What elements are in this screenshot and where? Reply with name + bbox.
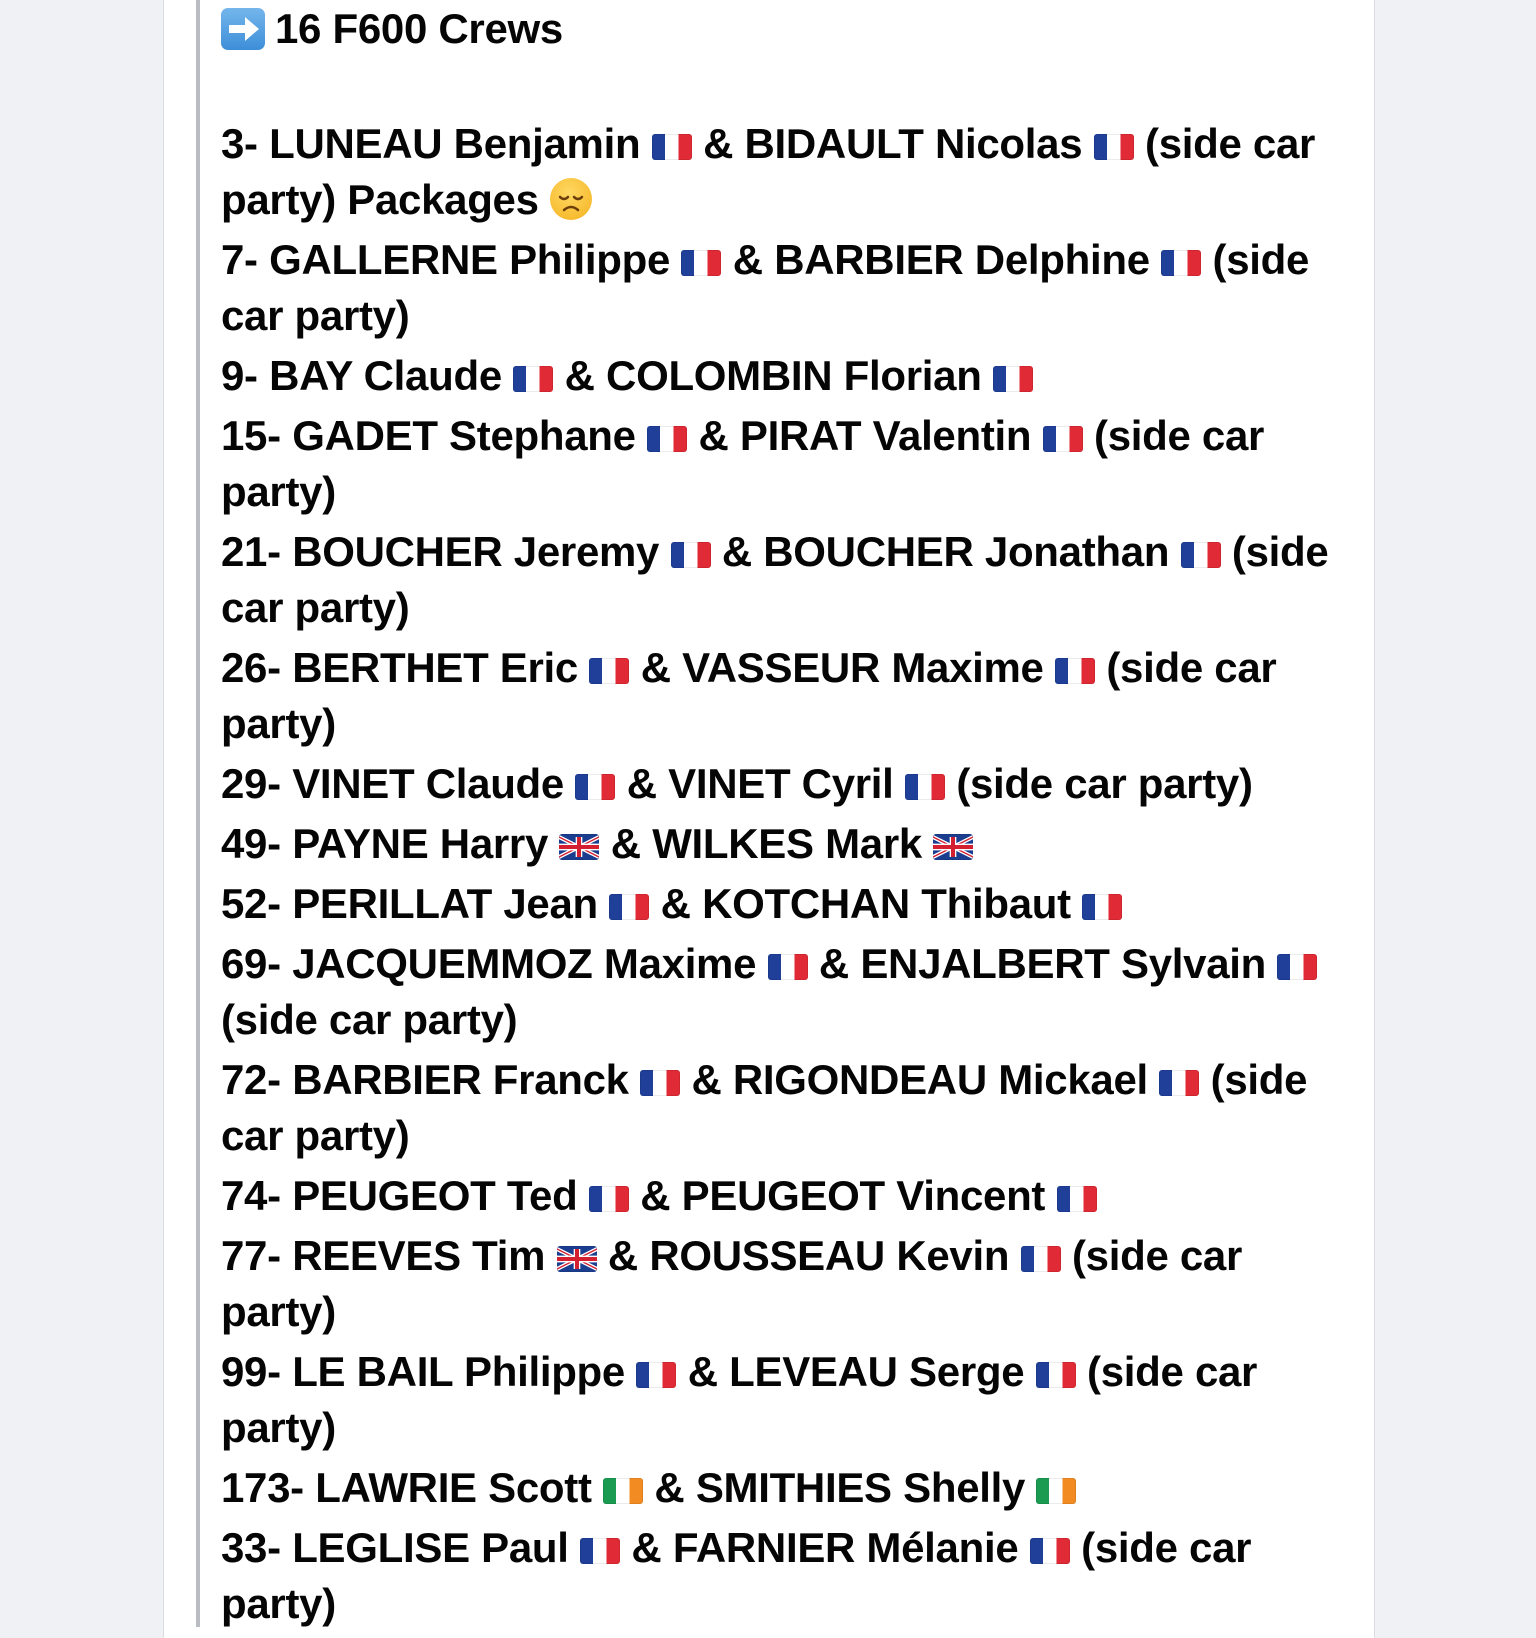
crew-entry	[221, 232, 1347, 344]
france-flag-icon	[589, 1186, 629, 1212]
france-flag-icon	[671, 542, 711, 568]
driver-name: JACQUEMMOZ Maxime	[292, 940, 757, 987]
crew-entry	[221, 640, 1347, 752]
ampersand: &	[818, 940, 849, 987]
partner-name: FARNIER Mélanie	[672, 1524, 1019, 1571]
crew-entry	[221, 524, 1347, 636]
france-flag-icon	[647, 426, 687, 452]
france-flag-icon	[1159, 1070, 1199, 1096]
driver-name: PAYNE Harry	[292, 820, 549, 867]
driver-name: LUNEAU Benjamin	[269, 120, 641, 167]
ampersand: &	[721, 528, 752, 575]
france-flag-icon	[905, 774, 945, 800]
crew-note: (side car party)	[221, 236, 1310, 339]
crew-entry	[221, 1520, 1347, 1632]
crew-number: 99-	[221, 1348, 281, 1395]
uk-flag-icon	[557, 1246, 597, 1272]
ampersand: &	[640, 644, 671, 691]
ireland-flag-icon	[603, 1478, 643, 1504]
ampersand: &	[626, 760, 657, 807]
france-flag-icon	[1094, 134, 1134, 160]
driver-name: LEGLISE Paul	[292, 1524, 569, 1571]
crew-number: 52-	[221, 880, 281, 927]
crew-note: (side car party)	[221, 1056, 1308, 1159]
crew-entry	[221, 1168, 1347, 1224]
ampersand: &	[607, 1232, 638, 1279]
partner-name: ENJALBERT Sylvain	[860, 940, 1266, 987]
crew-number: 49-	[221, 820, 281, 867]
france-flag-icon	[1161, 250, 1201, 276]
france-flag-icon	[1036, 1362, 1076, 1388]
quote-bar	[196, 0, 200, 1627]
driver-name: BAY Claude	[269, 352, 502, 399]
partner-name: PEUGEOT Vincent	[681, 1172, 1046, 1219]
ampersand: &	[732, 236, 763, 283]
crew-entry	[221, 876, 1347, 932]
partner-name: BIDAULT Nicolas	[744, 120, 1083, 167]
ireland-flag-icon	[1036, 1478, 1076, 1504]
crew-number: 74-	[221, 1172, 281, 1219]
crew-number: 15-	[221, 412, 281, 459]
driver-name: GADET Stephane	[292, 412, 636, 459]
ampersand: &	[610, 820, 641, 867]
right-arrow-icon	[221, 8, 265, 50]
crew-entry	[221, 408, 1347, 520]
crew-number: 9-	[221, 352, 258, 399]
crew-list	[221, 116, 1347, 1632]
crew-entry	[221, 816, 1347, 872]
france-flag-icon	[681, 250, 721, 276]
ampersand: &	[687, 1348, 718, 1395]
france-flag-icon	[1082, 894, 1122, 920]
ampersand: &	[703, 120, 734, 167]
disappointed-face-icon	[550, 178, 592, 220]
post-title-line	[221, 0, 1347, 58]
crew-note: (side car party)	[221, 412, 1265, 515]
france-flag-icon	[1030, 1538, 1070, 1564]
crew-note: (side car party)	[221, 1348, 1258, 1451]
france-flag-icon	[768, 954, 808, 980]
partner-name: SMITHIES Shelly	[695, 1464, 1026, 1511]
post-title: 16 F600 Crews	[275, 5, 563, 52]
crew-entry	[221, 116, 1347, 228]
france-flag-icon	[993, 366, 1033, 392]
driver-name: BERTHET Eric	[292, 644, 578, 691]
crew-note: (side car party)	[956, 760, 1253, 807]
france-flag-icon	[640, 1070, 680, 1096]
ampersand: &	[698, 412, 729, 459]
partner-name: BOUCHER Jonathan	[763, 528, 1170, 575]
ampersand: &	[631, 1524, 662, 1571]
france-flag-icon	[636, 1362, 676, 1388]
partner-name: ROUSSEAU Kevin	[649, 1232, 1010, 1279]
ampersand: &	[654, 1464, 685, 1511]
partner-name: PIRAT Valentin	[739, 412, 1032, 459]
ampersand: &	[660, 880, 691, 927]
partner-name: BARBIER Delphine	[774, 236, 1150, 283]
blank-line	[221, 58, 1347, 116]
france-flag-icon	[513, 366, 553, 392]
uk-flag-icon	[933, 834, 973, 860]
driver-name: PEUGEOT Ted	[292, 1172, 578, 1219]
partner-name: RIGONDEAU Mickael	[732, 1056, 1148, 1103]
france-flag-icon	[580, 1538, 620, 1564]
crew-number: 33-	[221, 1524, 281, 1571]
ampersand: &	[691, 1056, 722, 1103]
france-flag-icon	[652, 134, 692, 160]
france-flag-icon	[1043, 426, 1083, 452]
uk-flag-icon	[559, 834, 599, 860]
crew-note: (side car party)	[221, 644, 1277, 747]
driver-name: BOUCHER Jeremy	[292, 528, 660, 575]
crew-note: (side car party)	[221, 528, 1329, 631]
partner-name: WILKES Mark	[652, 820, 922, 867]
partner-name: COLOMBIN Florian	[606, 352, 982, 399]
crew-number: 29-	[221, 760, 281, 807]
crew-number: 173-	[221, 1464, 304, 1511]
crew-note: (side car party)	[221, 1524, 1252, 1627]
france-flag-icon	[1055, 658, 1095, 684]
driver-name: PERILLAT Jean	[292, 880, 598, 927]
driver-name: GALLERNE Philippe	[269, 236, 671, 283]
crew-number: 3-	[221, 120, 258, 167]
crew-entry	[221, 756, 1347, 812]
france-flag-icon	[609, 894, 649, 920]
driver-name: LE BAIL Philippe	[292, 1348, 625, 1395]
france-flag-icon	[1277, 954, 1317, 980]
partner-name: VINET Cyril	[668, 760, 894, 807]
crew-entry	[221, 1228, 1347, 1340]
partner-name: KOTCHAN Thibaut	[702, 880, 1071, 927]
ampersand: &	[640, 1172, 671, 1219]
france-flag-icon	[1181, 542, 1221, 568]
crew-note: (side car party)	[221, 996, 518, 1043]
crew-number: 26-	[221, 644, 281, 691]
driver-name: LAWRIE Scott	[315, 1464, 592, 1511]
crew-note: (side car party)	[221, 1232, 1243, 1335]
france-flag-icon	[575, 774, 615, 800]
partner-name: VASSEUR Maxime	[682, 644, 1044, 691]
driver-name: VINET Claude	[292, 760, 564, 807]
crew-number: 21-	[221, 528, 281, 575]
france-flag-icon	[1057, 1186, 1097, 1212]
crew-entry	[221, 1052, 1347, 1164]
crew-note: (side car party) Packages	[221, 120, 1316, 223]
france-flag-icon	[589, 658, 629, 684]
driver-name: BARBIER Franck	[292, 1056, 629, 1103]
driver-name: REEVES Tim	[292, 1232, 546, 1279]
crew-number: 72-	[221, 1056, 281, 1103]
crew-entry	[221, 1460, 1347, 1516]
crew-entry	[221, 1344, 1347, 1456]
crew-entry	[221, 348, 1347, 404]
crew-number: 69-	[221, 940, 281, 987]
ampersand: &	[564, 352, 595, 399]
partner-name: LEVEAU Serge	[729, 1348, 1025, 1395]
france-flag-icon	[1021, 1246, 1061, 1272]
crew-number: 77-	[221, 1232, 281, 1279]
post-body	[221, 0, 1347, 1636]
crew-entry	[221, 936, 1347, 1048]
crew-number: 7-	[221, 236, 258, 283]
